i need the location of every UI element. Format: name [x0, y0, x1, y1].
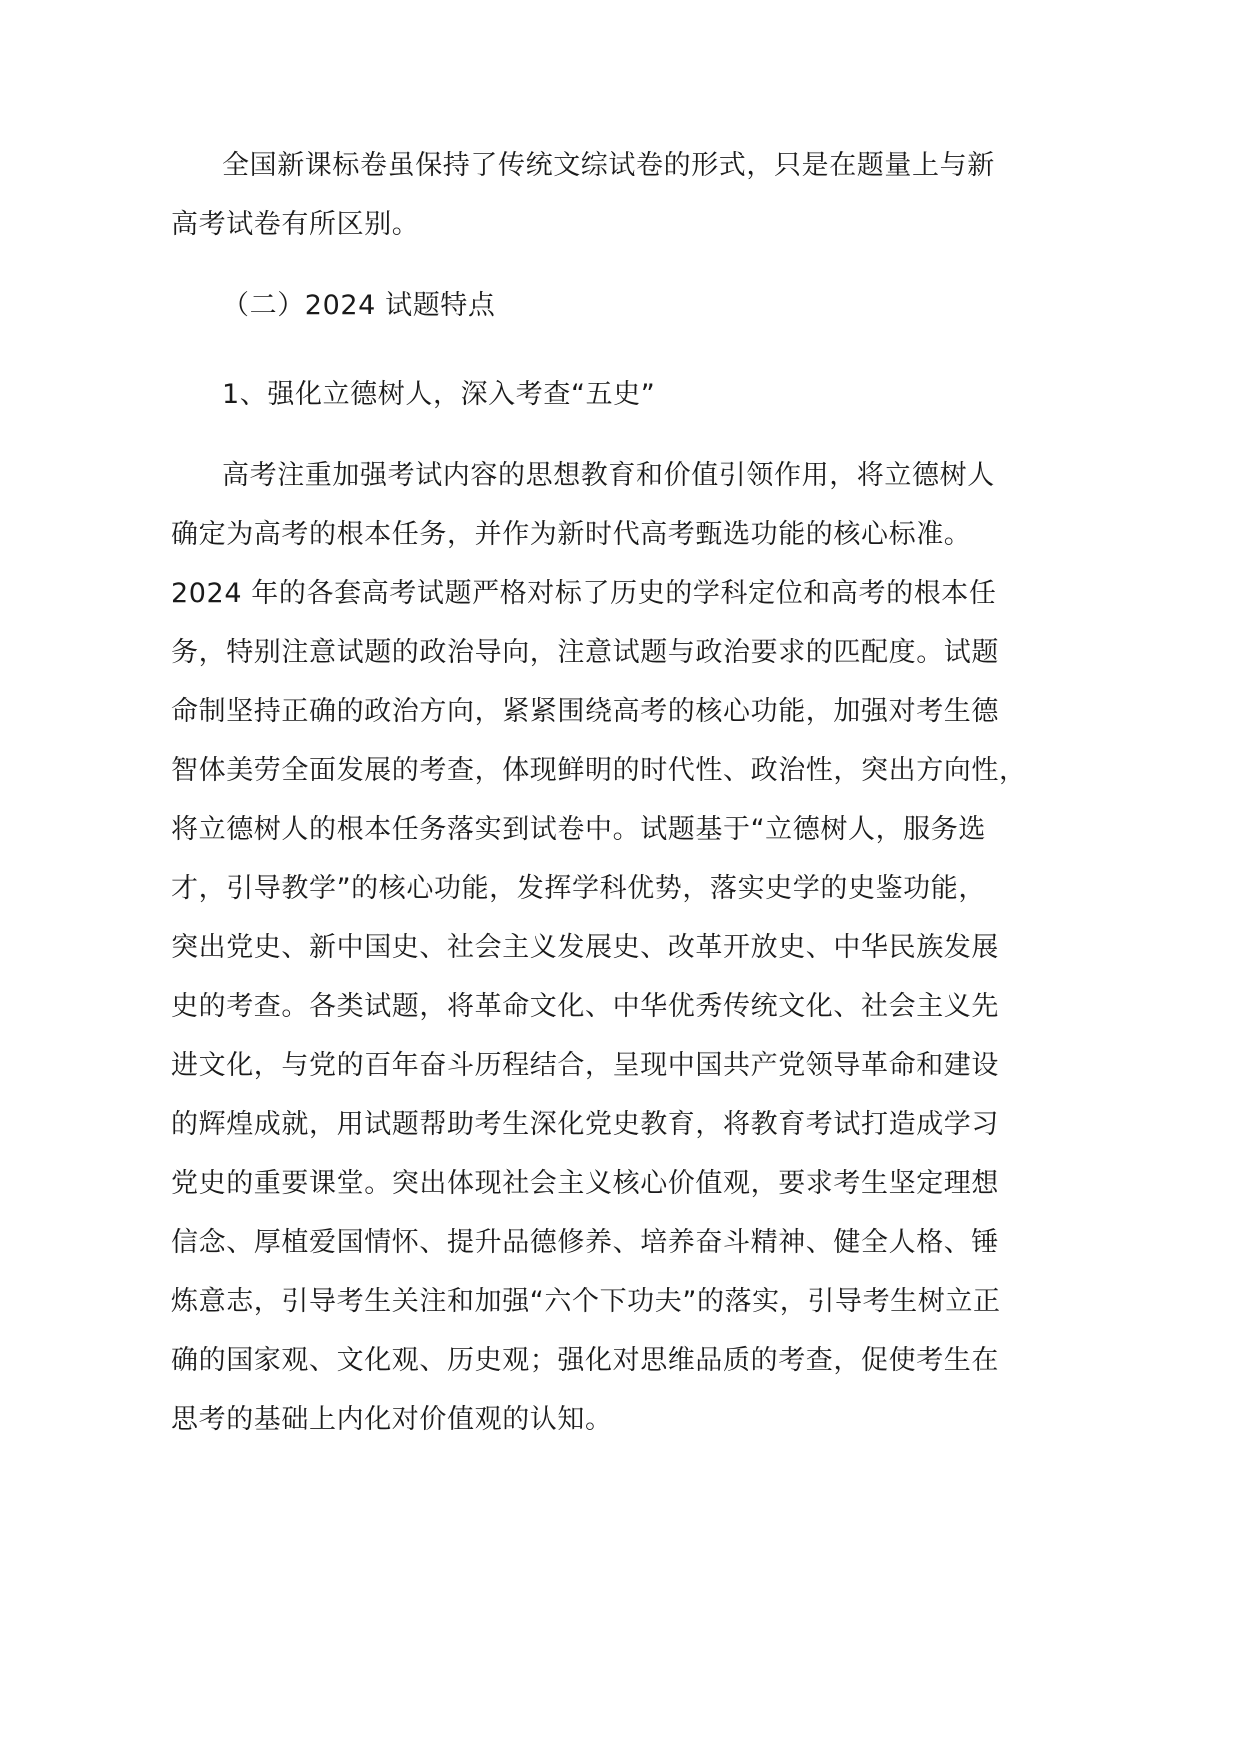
paragraph-1-line: 全国新课标卷虽保持了传统文综试卷的形式，只是在题量上与新	[222, 150, 995, 181]
paragraph-2-line: 信念、厚植爱国情怀、提升品德修养、培养奋斗精神、健全人格、锤	[171, 1227, 999, 1258]
paragraph-2-line: 党史的重要课堂。突出体现社会主义核心价值观，要求考生坚定理想	[171, 1168, 999, 1199]
paragraph-2-line: 炼意志，引导考生关注和加强“六个下功夫”的落实，引导考生树立正	[171, 1286, 1001, 1317]
paragraph-2-line: 确定为高考的根本任务，并作为新时代高考甄选功能的核心标准。	[171, 519, 972, 550]
paragraph-2-line: 将立德树人的根本任务落实到试卷中。试题基于“立德树人，服务选	[171, 814, 986, 845]
paragraph-2-line: 才，引导教学”的核心功能，发挥学科优势，落实史学的史鉴功能，	[171, 873, 986, 904]
paragraph-2-line: 突出党史、新中国史、社会主义发展史、改革开放史、中华民族发展	[171, 932, 999, 963]
paragraph-2-line: 史的考查。各类试题，将革命文化、中华优秀传统文化、社会主义先	[171, 991, 999, 1022]
paragraph-2-line: 的辉煌成就，用试题帮助考生深化党史教育，将教育考试打造成学习	[171, 1109, 999, 1140]
paragraph-2-line: 2024 年的各套高考试题严格对标了历史的学科定位和高考的根本任	[171, 578, 997, 609]
subsection-heading: 1、强化立德树人，深入考查“五史”	[222, 379, 656, 410]
paragraph-2-line: 确的国家观、文化观、历史观；强化对思维品质的考查，促使考生在	[171, 1345, 999, 1376]
paragraph-2-line: 智体美劳全面发展的考查，体现鲜明的时代性、政治性，突出方向性，	[171, 755, 1027, 786]
paragraph-1-line: 高考试卷有所区别。	[171, 209, 420, 240]
paragraph-2-line: 高考注重加强考试内容的思想教育和价值引领作用，将立德树人	[222, 460, 995, 491]
paragraph-2-line: 思考的基础上内化对价值观的认知。	[171, 1404, 613, 1435]
paragraph-2-line: 务，特别注意试题的政治导向，注意试题与政治要求的匹配度。试题	[171, 637, 999, 668]
paragraph-2-line: 命制坚持正确的政治方向，紧紧围绕高考的核心功能，加强对考生德	[171, 696, 999, 727]
paragraph-2-line: 进文化，与党的百年奋斗历程结合，呈现中国共产党领导革命和建设	[171, 1050, 999, 1081]
section-heading: （二）2024 试题特点	[222, 290, 496, 321]
